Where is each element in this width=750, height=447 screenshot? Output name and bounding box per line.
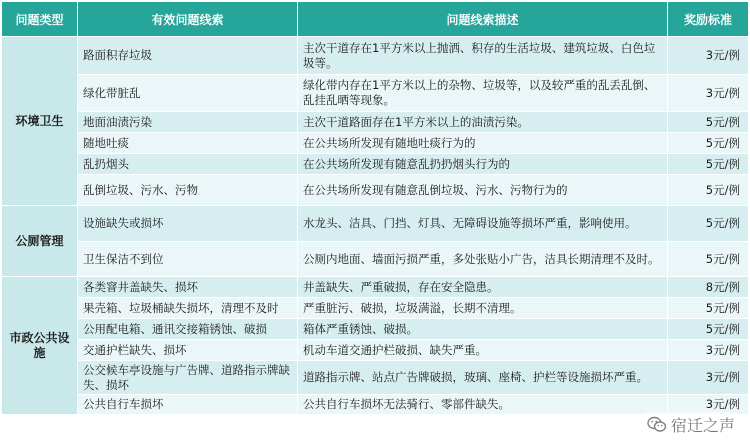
row-reward: 3元/例: [668, 340, 749, 361]
category-municipal: 市政公共设施: [2, 277, 78, 415]
table-row: [2, 175, 749, 206]
row-description: 机动车道交通护栏破损、缺失严重。: [298, 340, 668, 361]
row-item: 绿化带脏乱: [78, 75, 298, 112]
row-description: 在公共场所发现有随意乱扔扔烟头行为的: [298, 154, 668, 175]
row-reward: 3元/例: [668, 75, 749, 112]
row-item: 卫生保洁不到位: [78, 242, 298, 277]
row-description: 在公共场所发现有随地吐痰行为的: [298, 133, 668, 154]
row-description: 严重脏污、破损，垃圾满溢，长期不清理。: [298, 298, 668, 319]
row-reward: 5元/例: [668, 175, 749, 206]
row-description: 在公共场所发现有随意乱倒垃圾、污水、污物行为的: [298, 175, 668, 206]
row-item: 设施缺失或损坏: [78, 206, 298, 242]
row-reward: 8元/例: [668, 277, 749, 298]
header-category: 问题类型: [2, 2, 78, 37]
table-row: [2, 37, 749, 75]
table-row: [2, 319, 749, 340]
watermark: [644, 412, 738, 437]
row-reward: 5元/例: [668, 242, 749, 277]
watermark-text: 宿迁之声: [670, 416, 735, 435]
row-description: 水龙头、洁具、门挡、灯具、无障碍设施等损坏严重，影响使用。: [298, 206, 668, 242]
row-reward: 5元/例: [668, 319, 749, 340]
row-item: 路面积存垃圾: [78, 37, 298, 75]
table-row: [2, 395, 749, 415]
reward-table: [1, 1, 749, 415]
row-reward: 5元/例: [668, 112, 749, 133]
row-item: 各类窨井盖缺失、损坏: [78, 277, 298, 298]
header-reward: 奖励标准: [668, 2, 749, 37]
row-item: 交通护栏缺失、损坏: [78, 340, 298, 361]
row-reward: 5元/例: [668, 298, 749, 319]
table-row: [2, 277, 749, 298]
row-reward: 5元/例: [668, 154, 749, 175]
row-item: 随地吐痰: [78, 133, 298, 154]
row-description: 公共自行车损坏无法骑行、零部件缺失。: [298, 395, 668, 415]
table-row: [2, 154, 749, 175]
row-reward: 5元/例: [668, 133, 749, 154]
category-toilet: 公厕管理: [2, 206, 78, 277]
table-row: [2, 75, 749, 112]
row-reward: 3元/例: [668, 395, 749, 415]
row-reward: 3元/例: [668, 361, 749, 395]
row-description: 道路指示牌、站点广告牌破损，玻璃、座椅、护栏等设施损坏严重。: [298, 361, 668, 395]
header-description: 问题线索描述: [298, 2, 668, 37]
table-row: [2, 298, 749, 319]
row-item: 地面油渍污染: [78, 112, 298, 133]
row-item: 公共自行车损坏: [78, 395, 298, 415]
table-row: [2, 133, 749, 154]
row-reward: 5元/例: [668, 206, 749, 242]
category-environment: 环境卫生: [2, 37, 78, 206]
row-description: 绿化带内存在1平方米以上的杂物、垃圾等，以及较严重的乱丢乱倒、乱挂乱晒等现象。: [298, 75, 668, 112]
row-description: 公厕内地面、墙面污损严重，多处张贴小广告，洁具长期清理不及时。: [298, 242, 668, 277]
row-item: 乱扔烟头: [78, 154, 298, 175]
table-row: [2, 206, 749, 242]
header-item: 有效问题线索: [78, 2, 298, 37]
table-row: [2, 340, 749, 361]
table-row: [2, 361, 749, 395]
row-description: 主次干道路面存在1平方米以上的油渍污染。: [298, 112, 668, 133]
table-row: [2, 242, 749, 277]
table-row: [2, 112, 749, 133]
row-item: 果壳箱、垃圾桶缺失损坏，清理不及时: [78, 298, 298, 319]
wechat-icon: [647, 416, 667, 433]
row-reward: 3元/例: [668, 37, 749, 75]
row-description: 主次干道存在1平方米以上抛洒、积存的生活垃圾、建筑垃圾、白色垃圾等。: [298, 37, 668, 75]
row-item: 乱倒垃圾、污水、污物: [78, 175, 298, 206]
header-row: [2, 2, 749, 37]
row-description: 井盖缺失、严重破损，存在安全隐患。: [298, 277, 668, 298]
row-item: 公用配电箱、通讯交接箱锈蚀、破损: [78, 319, 298, 340]
row-item: 公交候车亭设施与广告牌、道路指示牌缺失、损坏: [78, 361, 298, 395]
row-description: 箱体严重锈蚀、破损。: [298, 319, 668, 340]
